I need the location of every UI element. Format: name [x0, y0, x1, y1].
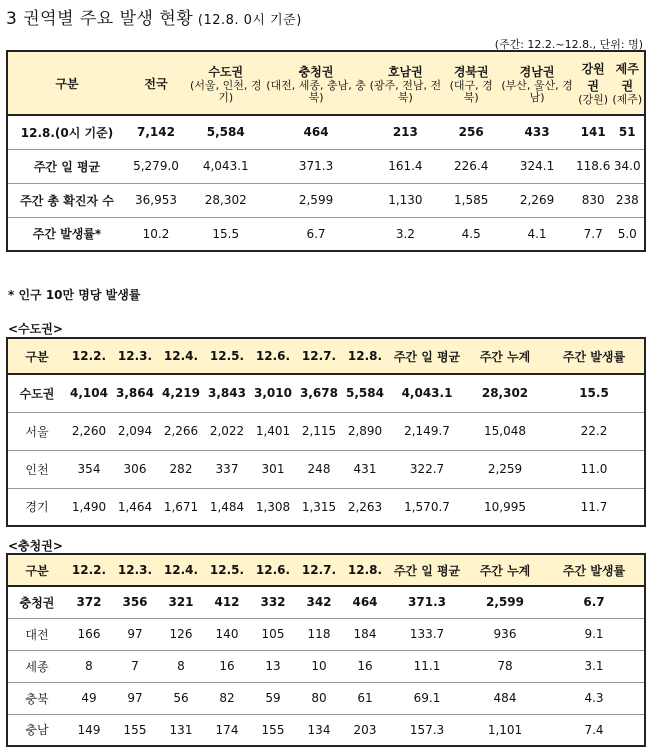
cell: 충청권 [7, 586, 66, 618]
cell: 82 [204, 682, 250, 714]
cell: 15,048 [466, 412, 544, 450]
cell: 1,130 [367, 183, 445, 217]
cell: 1,484 [204, 488, 250, 526]
cell: 3.1 [544, 650, 645, 682]
header-region: 수도권 (서울, 인천, 경기) [186, 51, 266, 115]
cell: 306 [112, 450, 158, 488]
cell: 372 [66, 586, 112, 618]
page-title [6, 4, 302, 29]
cell: 213 [367, 115, 445, 149]
cell: 484 [466, 682, 544, 714]
cell: 337 [204, 450, 250, 488]
cell: 282 [158, 450, 204, 488]
cell: 1,570.7 [388, 488, 466, 526]
cell: 342 [296, 586, 342, 618]
cell: 3,678 [296, 374, 342, 412]
cell: 1,308 [250, 488, 296, 526]
cell: 155 [250, 714, 296, 746]
cell: 16 [204, 650, 250, 682]
cell: 174 [204, 714, 250, 746]
cell: 166 [66, 618, 112, 650]
cell: 226.4 [444, 149, 498, 183]
cell: 49 [66, 682, 112, 714]
cell: 149 [66, 714, 112, 746]
cell: 464 [266, 115, 367, 149]
table-header-row [7, 554, 645, 586]
cell: 59 [250, 682, 296, 714]
footnote: * 인구 10만 명당 발생률 [8, 288, 141, 302]
header-cell: 주간 누계 [466, 338, 544, 374]
cell: 2,149.7 [388, 412, 466, 450]
cell: 7.7 [576, 217, 611, 251]
cell: 서울 [7, 412, 66, 450]
cell: 1,464 [112, 488, 158, 526]
table-row [7, 450, 645, 488]
header-region: 경북권 (대구, 경북) [444, 51, 498, 115]
header-cell: 12.3. [112, 554, 158, 586]
cell: 118 [296, 618, 342, 650]
cell: 105 [250, 618, 296, 650]
cell: 1,401 [250, 412, 296, 450]
cell: 5,584 [186, 115, 266, 149]
header-region: 호남권 (광주, 전남, 전북) [367, 51, 445, 115]
cell: 301 [250, 450, 296, 488]
cell: 256 [444, 115, 498, 149]
cell: 16 [342, 650, 388, 682]
cell: 354 [66, 450, 112, 488]
cell: 10.2 [126, 217, 186, 251]
cell: 34.0 [611, 149, 645, 183]
cell: 3,864 [112, 374, 158, 412]
cell: 13 [250, 650, 296, 682]
cell: 7 [112, 650, 158, 682]
cell: 5,584 [342, 374, 388, 412]
table-row [7, 650, 645, 682]
header-cell: 12.3. [112, 338, 158, 374]
cell: 대전 [7, 618, 66, 650]
cell: 464 [342, 586, 388, 618]
table-row [7, 714, 645, 746]
cell: 11.0 [544, 450, 645, 488]
cell: 184 [342, 618, 388, 650]
cell: 412 [204, 586, 250, 618]
cell: 경기 [7, 488, 66, 526]
header-cell: 주간 발생률 [544, 338, 645, 374]
cell: 3,010 [250, 374, 296, 412]
header-cell: 주간 발생률 [544, 554, 645, 586]
cell: 3,843 [204, 374, 250, 412]
cell: 11.7 [544, 488, 645, 526]
table-row [7, 183, 645, 217]
header-national: 전국 [126, 51, 186, 115]
title-sub: (12.8. 0시 기준) [193, 13, 302, 28]
cell: 8 [158, 650, 204, 682]
cell: 6.7 [544, 586, 645, 618]
table-row [7, 374, 645, 412]
cell: 2,259 [466, 450, 544, 488]
capital-region-table [6, 337, 646, 527]
cell: 2,269 [498, 183, 576, 217]
cell: 830 [576, 183, 611, 217]
cell: 433 [498, 115, 576, 149]
cell: 1,585 [444, 183, 498, 217]
cell: 4.1 [498, 217, 576, 251]
chungcheong-region-table [6, 553, 646, 747]
cell: 56 [158, 682, 204, 714]
cell: 238 [611, 183, 645, 217]
header-cell: 12.2. [66, 554, 112, 586]
cell: 203 [342, 714, 388, 746]
cell: 수도권 [7, 374, 66, 412]
cell: 157.3 [388, 714, 466, 746]
header-cell: 주간 일 평균 [388, 338, 466, 374]
header-region: 경남권 (부산, 울산, 경남) [498, 51, 576, 115]
cell: 371.3 [388, 586, 466, 618]
cell: 1,490 [66, 488, 112, 526]
cell: 28,302 [186, 183, 266, 217]
cell: 7.4 [544, 714, 645, 746]
table-row [7, 115, 645, 149]
header-cell: 12.4. [158, 554, 204, 586]
cell: 인천 [7, 450, 66, 488]
header-cell: 12.7. [296, 338, 342, 374]
cell: 118.6 [576, 149, 611, 183]
header-cell: 12.6. [250, 338, 296, 374]
cell: 2,263 [342, 488, 388, 526]
cell: 1,315 [296, 488, 342, 526]
cell: 2,599 [266, 183, 367, 217]
cell: 371.3 [266, 149, 367, 183]
table-header-row [7, 338, 645, 374]
header-region: 충청권 (대전, 세종, 충남, 충북) [266, 51, 367, 115]
header-cell: 주간 일 평균 [388, 554, 466, 586]
table-row [7, 412, 645, 450]
row-label: 12.8.(0시 기준) [7, 115, 126, 149]
header-cell: 12.4. [158, 338, 204, 374]
cell: 4.5 [444, 217, 498, 251]
cell: 22.2 [544, 412, 645, 450]
cell: 2,266 [158, 412, 204, 450]
cell: 7,142 [126, 115, 186, 149]
cell: 11.1 [388, 650, 466, 682]
header-region: 제주권 (제주) [611, 51, 645, 115]
cell: 332 [250, 586, 296, 618]
cell: 2,260 [66, 412, 112, 450]
header-corner: 구분 [7, 51, 126, 115]
header-cell: 12.7. [296, 554, 342, 586]
header-cell: 구분 [7, 338, 66, 374]
cell: 2,094 [112, 412, 158, 450]
cell: 134 [296, 714, 342, 746]
cell: 세종 [7, 650, 66, 682]
cell: 6.7 [266, 217, 367, 251]
cell: 3.2 [367, 217, 445, 251]
cell: 36,953 [126, 183, 186, 217]
table-row [7, 618, 645, 650]
cell: 431 [342, 450, 388, 488]
header-cell: 12.5. [204, 338, 250, 374]
cell: 78 [466, 650, 544, 682]
header-cell: 12.5. [204, 554, 250, 586]
table-row [7, 149, 645, 183]
cell: 5.0 [611, 217, 645, 251]
cell: 4,043.1 [388, 374, 466, 412]
header-cell: 구분 [7, 554, 66, 586]
header-cell: 12.2. [66, 338, 112, 374]
cell: 충북 [7, 682, 66, 714]
cell: 9.1 [544, 618, 645, 650]
cell: 2,022 [204, 412, 250, 450]
cell: 324.1 [498, 149, 576, 183]
table-row [7, 682, 645, 714]
cell: 10,995 [466, 488, 544, 526]
cell: 5,279.0 [126, 149, 186, 183]
cell: 131 [158, 714, 204, 746]
cell: 4.3 [544, 682, 645, 714]
header-cell: 주간 누계 [466, 554, 544, 586]
cell: 4,104 [66, 374, 112, 412]
header-cell: 12.8. [342, 554, 388, 586]
cell: 69.1 [388, 682, 466, 714]
cell: 80 [296, 682, 342, 714]
cell: 2,115 [296, 412, 342, 450]
cell: 2,599 [466, 586, 544, 618]
cell: 충남 [7, 714, 66, 746]
cell: 1,671 [158, 488, 204, 526]
section-label-chungcheong: <충청권> [8, 539, 63, 553]
cell: 4,219 [158, 374, 204, 412]
table-row [7, 586, 645, 618]
row-label: 주간 발생률* [7, 217, 126, 251]
cell: 321 [158, 586, 204, 618]
cell: 97 [112, 618, 158, 650]
table-row [7, 217, 645, 251]
header-cell: 12.6. [250, 554, 296, 586]
unit-note: (주간: 12.2.~12.8., 단위: 명) [494, 38, 643, 51]
header-cell: 12.8. [342, 338, 388, 374]
cell: 61 [342, 682, 388, 714]
title-main: 3 권역별 주요 발생 현황 [6, 9, 194, 29]
cell: 133.7 [388, 618, 466, 650]
cell: 28,302 [466, 374, 544, 412]
cell: 126 [158, 618, 204, 650]
cell: 322.7 [388, 450, 466, 488]
cell: 4,043.1 [186, 149, 266, 183]
row-label: 주간 일 평균 [7, 149, 126, 183]
cell: 1,101 [466, 714, 544, 746]
table-header-row [7, 51, 645, 115]
cell: 10 [296, 650, 342, 682]
cell: 51 [611, 115, 645, 149]
cell: 936 [466, 618, 544, 650]
header-region: 강원권 (강원) [576, 51, 611, 115]
table-row [7, 488, 645, 526]
cell: 15.5 [544, 374, 645, 412]
cell: 97 [112, 682, 158, 714]
cell: 15.5 [186, 217, 266, 251]
cell: 141 [576, 115, 611, 149]
cell: 248 [296, 450, 342, 488]
cell: 8 [66, 650, 112, 682]
cell: 2,890 [342, 412, 388, 450]
cell: 155 [112, 714, 158, 746]
regional-summary-table [6, 50, 646, 252]
row-label: 주간 총 확진자 수 [7, 183, 126, 217]
cell: 140 [204, 618, 250, 650]
section-label-capital: <수도권> [8, 322, 63, 336]
cell: 161.4 [367, 149, 445, 183]
cell: 356 [112, 586, 158, 618]
